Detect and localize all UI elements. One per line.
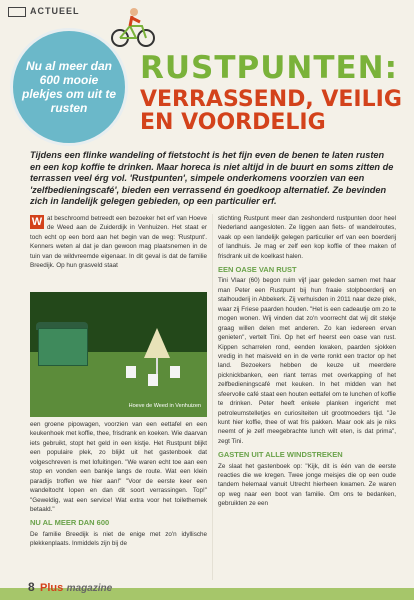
magazine-logo: Plus: [40, 582, 64, 594]
page-footer: [28, 580, 112, 594]
photo-chair: [170, 366, 180, 378]
body-paragraph: at beschroomd betreedt een bezoeker het erf van Hoeve de Weed aan de Zuiderdijk in Venhuizen. Het staat er toch echt op een bord aan het begin van de weg: 'Rustpunt'. Kenners weten al dat je dan gewoon mag plaatsnemen in de tuin van de wildvreemde eigenaar. In dit geval is dat de familie Breedijk. Op hun grasveld staat: [30, 215, 207, 270]
article-photo: [30, 292, 207, 417]
section-icon: [8, 7, 26, 17]
body-paragraph: Tini Vlaar (60) begon ruim vijf jaar geleden samen met haar man Peter een Rustpunt bij hun fraaie stolpboerderij en stalhouderij in Abbekerk. Zij verhuisden in 2011 naar deze plek, waar zij Friese paarden houden. "Het is een cadeautje om zo te mogen wonen. Wij vinden dat zo'n voorrecht dat wij dit stekje graag willen delen met anderen. Zo kan iedereen ervan genieten", vertelt Tini. Op het erf heerst een oase van rust. Kippen scharrelen rond, eenden kwaken, paarden sjokken vredig in het maisveld en in de verte ronkt een tractor op het land. Bezoekers hebben de keuze uit meerdere picknickbanken, een riant terras met overkapping of het zelfbedieningscafé met keuken. In het midden van het sfeervolle café staat een houten eettafel om te lunchen of koffie te drinken. Peter heeft enkele planken ingericht met petroleumstelletjes en curiositeiten uit grootmoeders tijd. "Je kunt hier koffie, thee of wat fris pakken. Maar ook als je niks neemt of je zelf meegebrachte lunch wilt eten, is dat prima", zegt Tini.: [218, 277, 396, 445]
left-column-continued: [30, 420, 207, 551]
subheadline: VERRASSEND, VEILIG EN VOORDELIG: [140, 87, 402, 136]
promo-badge: Nu al meer dan 600 mooie plekjes om uit te rusten: [10, 28, 128, 146]
body-paragraph: Ze slaat het gastenboek op: "Kijk, dit is één van de eerste reacties die we kregen. Twee jonge meisjes die op een oude tandem helemaal vanuit Utrecht hierheen kwamen. Ze waren op weg naar een boot van familie. Om ons te bedanken, gebruikten ze een: [218, 462, 396, 508]
photo-caption: Hoeve de Weed in Venhuizen: [128, 403, 201, 409]
section-subhead: EEN OASE VAN RUST: [218, 265, 297, 275]
section-text: ACTUEEL: [30, 6, 80, 16]
section-subhead: NU AL MEER DAN 600: [30, 518, 110, 528]
intro-paragraph: Tijdens een flinke wandeling of fietstocht is het fijn even de benen te laten rusten en een kop koffie te drinken. Maar horeca is niet altijd in de buurt en soms zitten de terrassen veel érg vol. 'Rustpunten', simpele onderkomens voorzien van een 'zelfbedieningscafé', bieden een verrassend én goedkoop alternatief. Ze bevinden zich in landelijk gelegen gebieden, op een particulier erf.: [30, 150, 394, 206]
page-number: 8: [28, 580, 35, 594]
section-label: [8, 6, 80, 17]
photo-chair: [148, 374, 158, 386]
headline: RUSTPUNTEN:: [140, 50, 399, 86]
cyclist-illustration-icon: [110, 6, 156, 48]
section-subhead: GASTEN UIT ALLE WINDSTREKEN: [218, 450, 343, 460]
photo-umbrella-pole: [156, 358, 158, 374]
column-divider: [212, 214, 213, 580]
body-paragraph: stichting Rustpunt meer dan zeshonderd rustpunten door heel Nederland aangesloten. Ze liggen aan fiets- of wandelroutes, vaak op een landelijk gelegen particulier erf van een boerderij of landhuis. Je mag er zelf een kop koffie of thee maken of frisdrank uit de koelkast halen.: [218, 215, 396, 260]
right-column: [218, 214, 396, 511]
body-paragraph: een groene pipowagen, voorzien van een eettafel en een keukenhoek met koffie, thee, frisdrank en koeken. Wie daarvan iets gebruikt, stopt het geld in een kistje. Het Rustpunt blijkt een populaire plek, zo blijkt uit het gastenboek dat volgeschreven is met lofuitingen. "We waren echt toe aan een stop en vonden een bankje langs de route. Wat een klein paradijs troffen we hier aan!" "Voor de eerste keer een wandeltocht lopen en dan dit soort verrassingen. Top!" "Geweldig, wat een service! Wat extra voor het toilethemek betaald.": [30, 421, 207, 513]
photo-wagon: [38, 328, 88, 366]
photo-chair: [126, 366, 136, 378]
dropcap: W: [31, 216, 43, 228]
magazine-name: magazine: [66, 583, 113, 594]
left-column: [30, 214, 207, 273]
body-paragraph: De familie Breedijk is niet de enige met zo'n idyllische plekkenplaats. Inmiddels zijn bij de: [30, 530, 207, 548]
